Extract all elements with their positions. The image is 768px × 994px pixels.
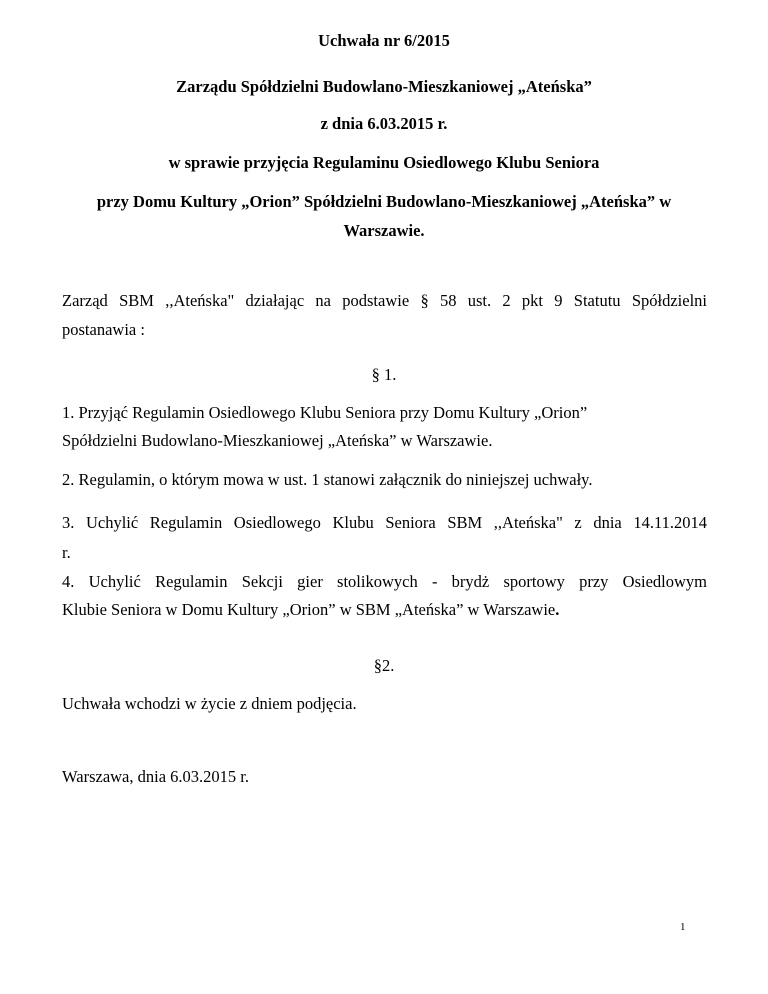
- intro-line-2: postanawia :: [62, 320, 145, 339]
- item-4-end-period: .: [555, 600, 560, 619]
- item-4-line-2-text: Klubie Seniora w Domu Kultury „Orion” w SBM „Ateńska” w Warszawie: [62, 600, 556, 619]
- item-3-line-1: 3. Uchylić Regulamin Osiedlowego Klubu Seniora SBM ,,Ateńska" z dnia 14.11.2014: [62, 513, 707, 532]
- intro-line-1: Zarząd SBM ,,Ateńska" działając na podstawie § 58 ust. 2 pkt 9 Statutu Spółdzielni: [62, 291, 707, 310]
- resolution-date: z dnia 6.03.2015 r.: [320, 114, 448, 133]
- item-4-line-2: [62, 600, 707, 620]
- place-and-date: Warszawa, dnia 6.03.2015 r.: [62, 767, 249, 786]
- item-4-line-1: 4. Uchylić Regulamin Sekcji gier stolikowych - brydż sportowy przy Osiedlowym: [62, 572, 707, 591]
- item-3-line-2: r.: [62, 543, 71, 562]
- subject-line-3: Warszawie.: [343, 221, 425, 240]
- resolution-title: Uchwała nr 6/2015: [318, 31, 450, 50]
- page-number: 1: [680, 921, 686, 933]
- item-1-line-1: 1. Przyjąć Regulamin Osiedlowego Klubu Seniora przy Domu Kultury „Orion”: [62, 403, 588, 422]
- item-2: 2. Regulamin, o którym mowa w ust. 1 stanowi załącznik do niniejszej uchwały.: [62, 470, 593, 489]
- subject-line-2: przy Domu Kultury „Orion” Spółdzielni Budowlano-Mieszkaniowej „Ateńska” w: [96, 192, 672, 211]
- item-1-line-2: Spółdzielni Budowlano-Mieszkaniowej „Ateńska” w Warszawie.: [62, 431, 493, 450]
- section-2-text: Uchwała wchodzi w życie z dniem podjęcia.: [62, 694, 357, 713]
- issuing-board: Zarządu Spółdzielni Budowlano-Mieszkaniowej „Ateńska”: [176, 77, 592, 96]
- section-2-heading: §2.: [373, 656, 395, 675]
- subject-line-1: w sprawie przyjęcia Regulaminu Osiedlowego Klubu Seniora: [168, 153, 600, 172]
- section-1-heading: § 1.: [371, 365, 397, 384]
